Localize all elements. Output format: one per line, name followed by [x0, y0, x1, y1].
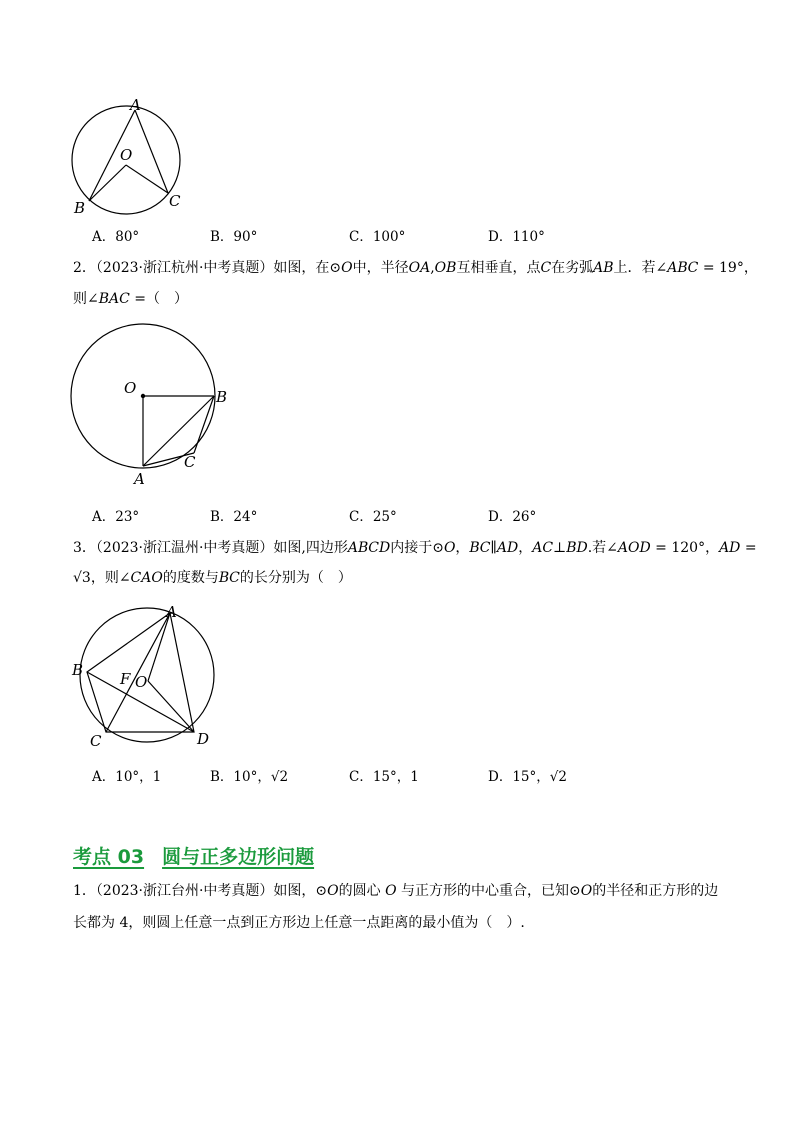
section-heading: [73, 842, 314, 869]
q1-option-b: B．90°: [210, 229, 258, 245]
fig2-chord-ab: [143, 396, 214, 466]
q1-option-a: A．80°: [92, 229, 140, 245]
q3-text-line-2: √3，则∠𝐶𝐴𝑂的度数与𝐵𝐶的长分别为（ ）: [73, 570, 352, 586]
q1-option-c: C．100°: [349, 229, 406, 245]
fig1-label-a: A: [130, 96, 141, 114]
q3-option-a: A．10°，1: [92, 769, 162, 785]
fig1-chord-ac: [135, 110, 168, 193]
q4-text-line-2: 长都为 4，则圆上任意一点到正方形边上任意一点距离的最小值为（ ）.: [73, 915, 525, 931]
fig1-radius-oc: [126, 165, 168, 193]
q2-option-d: D．26°: [488, 509, 537, 525]
q2-option-a: A．23°: [92, 509, 140, 525]
q3-option-c: C．15°，1: [349, 769, 419, 785]
fig3-label-d: D: [197, 730, 210, 748]
fig3-radius-od: [148, 681, 194, 732]
fig2-label-o: O: [124, 379, 137, 397]
q1-option-d: D．110°: [488, 229, 545, 245]
fig3-label-o: O: [135, 673, 148, 691]
fig2-chord-bc: [194, 396, 214, 453]
fig3-label-b: B: [72, 661, 84, 679]
fig2-label-c: C: [184, 453, 196, 471]
figure-1-circle-diagram: [60, 92, 200, 222]
q2-text-line-1: 2．（2023·浙江杭州·中考真题）如图，在⊙𝑂中，半径𝑂𝐴,𝑂𝐵互相垂直，点𝐶在劣弧𝐴𝐵上．若∠𝐴𝐵𝐶 = 19°，: [73, 260, 758, 276]
fig3-label-a: A: [166, 603, 177, 621]
figure-3-inscribed-quadrilateral: [66, 600, 226, 752]
fig3-label-f: F: [120, 670, 131, 688]
q3-option-b: B．10°，√2: [210, 769, 289, 785]
q2-text-line-2: 则∠𝐵𝐴𝐶 =（ ）: [73, 291, 189, 307]
fig2-label-a: A: [134, 470, 145, 488]
q2-option-b: B．24°: [210, 509, 258, 525]
fig1-label-o: O: [120, 146, 133, 164]
section-number: 考点 03: [73, 846, 145, 868]
fig1-label-c: C: [169, 192, 181, 210]
figure-2-circle-diagram: [60, 318, 240, 490]
q2-option-c: C．25°: [349, 509, 397, 525]
q3-option-d: D．15°，√2: [488, 769, 567, 785]
fig1-label-b: B: [74, 199, 86, 217]
fig1-radius-ob: [89, 165, 126, 201]
q3-text-line-1: 3．（2023·浙江温州·中考真题）如图,四边形𝐴𝐵𝐶𝐷内接于⊙𝑂，𝐵𝐶∥𝐴𝐷，𝐴𝐶⊥𝐵𝐷.若∠𝐴𝑂𝐷 = 120°，𝐴𝐷 =: [73, 540, 757, 556]
section-title: 圆与正多边形问题: [162, 846, 315, 868]
q4-text-line-1: 1．（2023·浙江台州·中考真题）如图，⊙𝑂的圆心 𝑂 与正方形的中心重合，已知⊙𝑂的半径和正方形的边: [73, 883, 719, 899]
fig3-label-c: C: [90, 732, 102, 750]
fig2-label-b: B: [216, 388, 228, 406]
